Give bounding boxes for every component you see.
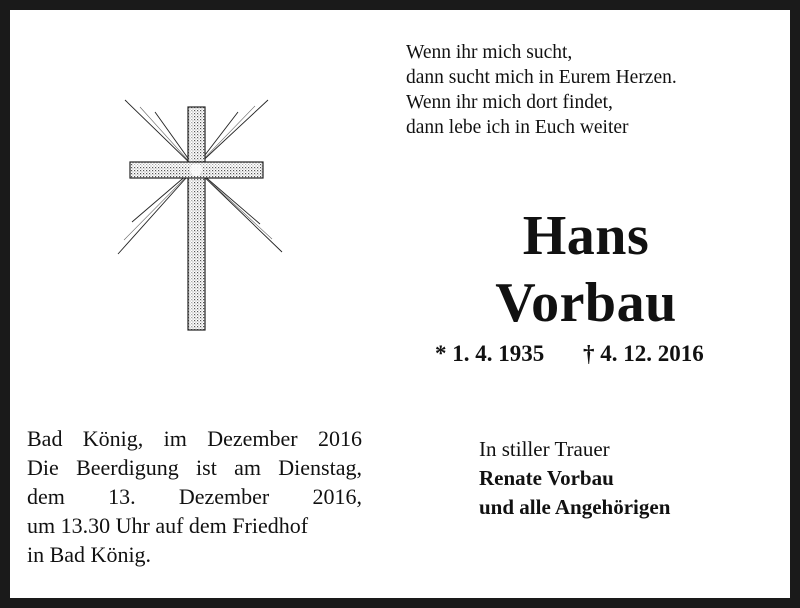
funeral-notice-line: in Bad König. <box>27 542 152 567</box>
poem-line: dann lebe ich in Euch weiter <box>406 117 629 138</box>
poem-line: dann sucht mich in Eurem Herzen. <box>406 67 677 88</box>
birth-date: * 1. 4. 1935 <box>435 341 545 366</box>
radiant-cross-icon <box>110 92 285 342</box>
mourner-name: Renate Vorbau <box>479 466 614 490</box>
funeral-notice-line: dem 13. Dezember 2016, <box>27 484 362 509</box>
mourners <box>479 435 670 522</box>
mourners-others: und alle Angehörigen <box>479 495 671 519</box>
death-date: † 4. 12. 2016 <box>583 341 704 366</box>
poem-line: Wenn ihr mich sucht, <box>406 42 573 63</box>
funeral-notice <box>27 424 362 569</box>
funeral-notice-line: um 13.30 Uhr auf dem Friedhof <box>27 513 309 538</box>
deceased-first-name: Hans <box>522 205 650 267</box>
poem-line: Wenn ihr mich dort findet, <box>406 92 613 113</box>
funeral-notice-line: Bad König, im Dezember 2016 <box>27 426 362 451</box>
funeral-notice-line: Die Beerdigung ist am Dienstag, <box>27 455 362 480</box>
deceased-last-name: Vorbau <box>495 272 677 334</box>
mourners-intro: In stiller Trauer <box>479 437 610 461</box>
poem <box>406 40 677 140</box>
